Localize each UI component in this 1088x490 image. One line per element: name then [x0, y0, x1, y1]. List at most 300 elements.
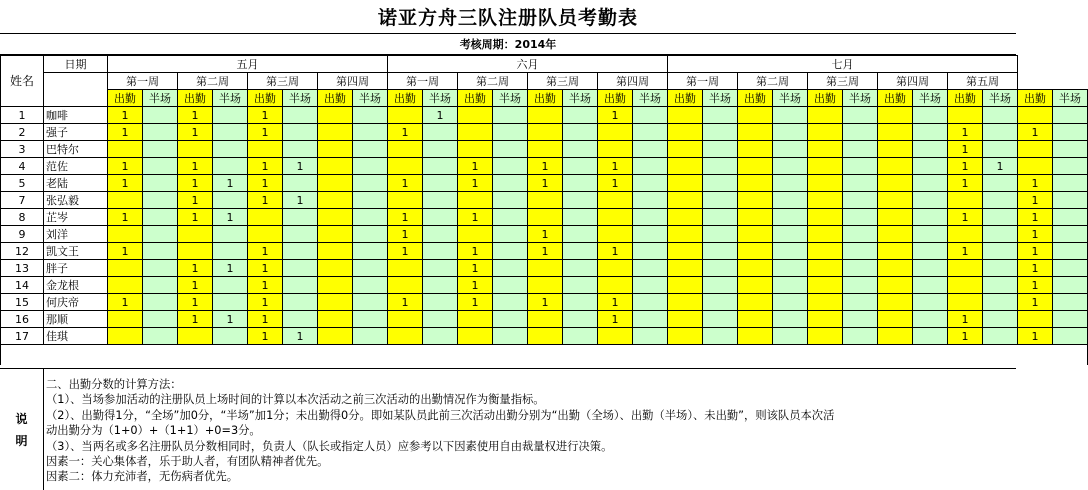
half-cell	[773, 260, 808, 277]
half-cell	[983, 192, 1018, 209]
half-cell	[353, 260, 388, 277]
member-number: 3	[1, 141, 44, 158]
half-cell	[563, 243, 598, 260]
half-cell	[773, 158, 808, 175]
present-cell	[1018, 158, 1053, 175]
half-cell	[633, 328, 668, 345]
present-cell: 1	[388, 226, 423, 243]
present-cell	[318, 158, 353, 175]
half-header: 半场	[703, 90, 738, 107]
note-line: （2）、出勤得1分，“全场”加0分，“半场”加1分；未出勤得0分。即如某队员此前三次活动出勤分别为“出勤（全场）、出勤（半场）、未出勤”，则该队员本次活	[46, 408, 835, 422]
half-cell	[633, 277, 668, 294]
member-row	[1, 277, 1088, 294]
member-name: 胖子	[44, 260, 108, 277]
half-cell	[353, 107, 388, 124]
half-cell	[143, 209, 178, 226]
month-header: 七月	[668, 56, 1018, 73]
half-cell	[213, 107, 248, 124]
half-cell	[493, 175, 528, 192]
present-cell	[528, 107, 563, 124]
half-cell	[913, 124, 948, 141]
member-number: 17	[1, 328, 44, 345]
present-cell	[108, 141, 143, 158]
present-cell	[878, 124, 913, 141]
half-cell	[913, 294, 948, 311]
present-cell	[108, 311, 143, 328]
present-header: 出勤	[598, 90, 633, 107]
half-cell: 1	[283, 192, 318, 209]
present-cell: 1	[1018, 294, 1053, 311]
half-cell	[843, 107, 878, 124]
date-header: 日期	[44, 56, 108, 73]
half-cell	[423, 294, 458, 311]
half-cell	[843, 226, 878, 243]
present-cell	[738, 277, 773, 294]
present-cell: 1	[388, 294, 423, 311]
present-cell: 1	[178, 294, 213, 311]
half-cell	[633, 311, 668, 328]
member-number: 8	[1, 209, 44, 226]
present-cell	[318, 226, 353, 243]
half-cell	[1053, 107, 1088, 124]
half-cell	[563, 277, 598, 294]
present-cell	[878, 158, 913, 175]
half-cell	[493, 243, 528, 260]
member-row	[1, 294, 1088, 311]
present-header: 出勤	[528, 90, 563, 107]
present-cell: 1	[528, 243, 563, 260]
half-cell	[913, 328, 948, 345]
half-cell	[1053, 243, 1088, 260]
half-cell	[1053, 260, 1088, 277]
half-cell	[143, 260, 178, 277]
present-cell: 1	[248, 175, 283, 192]
present-cell	[108, 226, 143, 243]
member-row	[1, 158, 1088, 175]
present-cell: 1	[178, 277, 213, 294]
half-cell	[423, 226, 458, 243]
present-cell: 1	[178, 209, 213, 226]
present-cell: 1	[948, 124, 983, 141]
present-cell: 1	[948, 158, 983, 175]
present-cell: 1	[248, 328, 283, 345]
present-cell	[808, 311, 843, 328]
half-header: 半场	[493, 90, 528, 107]
half-cell	[913, 141, 948, 158]
present-cell	[178, 243, 213, 260]
present-cell	[598, 209, 633, 226]
present-cell	[808, 294, 843, 311]
present-cell	[948, 192, 983, 209]
half-cell	[703, 226, 738, 243]
present-cell: 1	[598, 175, 633, 192]
half-cell	[633, 158, 668, 175]
present-cell	[808, 124, 843, 141]
half-cell	[353, 175, 388, 192]
half-header: 半场	[213, 90, 248, 107]
half-cell	[913, 277, 948, 294]
present-cell	[808, 277, 843, 294]
present-cell: 1	[598, 243, 633, 260]
present-cell: 1	[388, 243, 423, 260]
present-cell	[528, 124, 563, 141]
half-header: 半场	[563, 90, 598, 107]
member-number: 16	[1, 311, 44, 328]
present-cell: 1	[1018, 328, 1053, 345]
half-cell	[143, 141, 178, 158]
member-row	[1, 226, 1088, 243]
half-cell	[1053, 192, 1088, 209]
member-row	[1, 260, 1088, 277]
present-cell	[1018, 107, 1053, 124]
present-cell	[878, 192, 913, 209]
present-cell	[458, 192, 493, 209]
member-number: 5	[1, 175, 44, 192]
present-cell	[668, 294, 703, 311]
half-cell	[423, 311, 458, 328]
half-cell	[843, 141, 878, 158]
present-cell	[738, 107, 773, 124]
half-cell	[913, 311, 948, 328]
present-cell	[528, 141, 563, 158]
present-cell: 1	[178, 192, 213, 209]
present-cell	[948, 277, 983, 294]
present-cell	[318, 311, 353, 328]
half-cell	[983, 209, 1018, 226]
present-cell: 1	[598, 107, 633, 124]
note-line: 因素一：关心集体者，乐于助人者，有团队精神者优先。	[46, 455, 329, 469]
present-header: 出勤	[808, 90, 843, 107]
half-cell	[773, 107, 808, 124]
half-cell	[983, 124, 1018, 141]
half-cell	[843, 277, 878, 294]
present-cell	[668, 209, 703, 226]
half-cell	[983, 141, 1018, 158]
present-cell: 1	[108, 209, 143, 226]
period-bar	[0, 34, 1016, 55]
week-header: 第三周	[248, 73, 318, 90]
present-cell: 1	[948, 328, 983, 345]
half-cell	[423, 175, 458, 192]
present-cell	[948, 226, 983, 243]
half-cell	[1053, 311, 1088, 328]
half-cell	[983, 294, 1018, 311]
member-row	[1, 107, 1088, 124]
present-cell	[388, 328, 423, 345]
present-header: 出勤	[248, 90, 283, 107]
present-cell	[808, 209, 843, 226]
half-cell	[703, 192, 738, 209]
present-cell	[738, 243, 773, 260]
present-cell: 1	[948, 209, 983, 226]
week-header: 第二周	[178, 73, 248, 90]
present-cell	[458, 311, 493, 328]
half-cell	[1053, 328, 1088, 345]
present-cell	[318, 328, 353, 345]
present-cell	[878, 260, 913, 277]
half-cell	[773, 277, 808, 294]
present-cell	[878, 328, 913, 345]
header-row-months	[1, 56, 1088, 73]
member-number: 7	[1, 192, 44, 209]
member-name: 金龙根	[44, 277, 108, 294]
half-header: 半场	[423, 90, 458, 107]
present-cell	[388, 260, 423, 277]
half-cell	[423, 192, 458, 209]
half-cell	[423, 328, 458, 345]
half-cell	[563, 260, 598, 277]
member-number: 14	[1, 277, 44, 294]
half-cell	[143, 277, 178, 294]
member-row	[1, 209, 1088, 226]
half-cell	[913, 226, 948, 243]
half-cell: 1	[213, 175, 248, 192]
notes-label	[0, 369, 44, 490]
present-cell: 1	[108, 124, 143, 141]
half-cell	[1053, 124, 1088, 141]
half-cell	[983, 226, 1018, 243]
half-cell	[703, 328, 738, 345]
member-number: 4	[1, 158, 44, 175]
present-cell	[458, 124, 493, 141]
half-cell	[493, 124, 528, 141]
half-cell	[1053, 175, 1088, 192]
half-cell	[353, 141, 388, 158]
present-cell	[178, 328, 213, 345]
present-cell: 1	[528, 294, 563, 311]
present-header: 出勤	[738, 90, 773, 107]
week-header: 第四周	[318, 73, 388, 90]
present-cell: 1	[458, 277, 493, 294]
present-cell: 1	[248, 107, 283, 124]
present-cell	[808, 158, 843, 175]
half-cell	[773, 192, 808, 209]
half-cell	[213, 158, 248, 175]
present-cell	[528, 311, 563, 328]
present-cell: 1	[458, 260, 493, 277]
week-header: 第二周	[738, 73, 808, 90]
half-cell	[283, 294, 318, 311]
present-cell	[738, 141, 773, 158]
present-cell	[388, 311, 423, 328]
present-cell: 1	[248, 192, 283, 209]
half-cell	[1053, 294, 1088, 311]
half-cell	[563, 311, 598, 328]
present-cell	[948, 294, 983, 311]
present-cell	[528, 328, 563, 345]
half-cell	[913, 107, 948, 124]
month-header: 六月	[388, 56, 668, 73]
present-cell: 1	[248, 124, 283, 141]
half-cell	[983, 328, 1018, 345]
member-row	[1, 328, 1088, 345]
present-cell	[1018, 311, 1053, 328]
week-header: 第一周	[108, 73, 178, 90]
half-cell	[703, 141, 738, 158]
half-cell	[213, 243, 248, 260]
present-cell	[458, 107, 493, 124]
present-cell	[738, 124, 773, 141]
present-cell: 1	[248, 311, 283, 328]
present-cell	[1018, 141, 1053, 158]
present-cell	[108, 192, 143, 209]
half-cell	[633, 107, 668, 124]
present-cell	[668, 141, 703, 158]
present-cell	[318, 243, 353, 260]
half-cell	[143, 243, 178, 260]
present-cell	[808, 328, 843, 345]
header-row-types	[1, 90, 1088, 107]
present-cell: 1	[248, 243, 283, 260]
member-number: 13	[1, 260, 44, 277]
half-cell	[353, 294, 388, 311]
present-cell	[598, 328, 633, 345]
half-cell	[633, 192, 668, 209]
present-cell	[388, 158, 423, 175]
present-cell	[668, 175, 703, 192]
half-cell	[423, 260, 458, 277]
present-cell	[668, 243, 703, 260]
half-cell	[283, 226, 318, 243]
present-header: 出勤	[948, 90, 983, 107]
sheet-title: 诺亚方舟三队注册队员考勤表	[377, 7, 638, 29]
half-cell	[563, 124, 598, 141]
present-cell	[318, 107, 353, 124]
member-number: 15	[1, 294, 44, 311]
half-cell	[983, 107, 1018, 124]
present-cell	[738, 209, 773, 226]
member-number: 2	[1, 124, 44, 141]
present-cell: 1	[528, 175, 563, 192]
present-cell	[878, 209, 913, 226]
present-cell	[808, 141, 843, 158]
member-name: 芷岑	[44, 209, 108, 226]
half-cell	[1053, 141, 1088, 158]
half-cell	[773, 294, 808, 311]
member-row	[1, 124, 1088, 141]
half-cell	[633, 175, 668, 192]
half-header: 半场	[353, 90, 388, 107]
half-cell	[213, 192, 248, 209]
week-header: 第四周	[598, 73, 668, 90]
half-cell	[353, 158, 388, 175]
week-header: 第四周	[878, 73, 948, 90]
present-cell	[108, 277, 143, 294]
half-cell	[423, 124, 458, 141]
member-number: 12	[1, 243, 44, 260]
half-cell	[563, 175, 598, 192]
half-cell	[143, 226, 178, 243]
half-cell	[1053, 209, 1088, 226]
half-cell	[283, 209, 318, 226]
week-header: 第五周	[948, 73, 1018, 90]
member-name: 凯文王	[44, 243, 108, 260]
half-cell	[283, 107, 318, 124]
half-cell	[633, 141, 668, 158]
half-cell	[913, 175, 948, 192]
half-cell	[633, 226, 668, 243]
present-cell: 1	[458, 294, 493, 311]
present-cell: 1	[948, 311, 983, 328]
notes-label-bottom: 明	[15, 433, 28, 448]
half-cell	[143, 311, 178, 328]
half-cell	[633, 260, 668, 277]
member-name: 强子	[44, 124, 108, 141]
present-cell	[948, 107, 983, 124]
half-cell	[843, 124, 878, 141]
present-cell: 1	[248, 277, 283, 294]
half-cell	[703, 311, 738, 328]
present-cell	[878, 226, 913, 243]
present-cell	[458, 328, 493, 345]
half-cell	[563, 328, 598, 345]
half-cell	[493, 260, 528, 277]
half-cell	[1053, 158, 1088, 175]
member-number: 1	[1, 107, 44, 124]
present-cell	[388, 277, 423, 294]
half-cell	[283, 124, 318, 141]
half-cell: 1	[213, 209, 248, 226]
half-cell	[143, 107, 178, 124]
attendance-table	[0, 55, 1088, 365]
present-cell	[318, 277, 353, 294]
half-cell	[143, 328, 178, 345]
present-cell: 1	[1018, 243, 1053, 260]
half-header: 半场	[913, 90, 948, 107]
week-header: 第一周	[668, 73, 738, 90]
half-cell	[983, 277, 1018, 294]
present-cell: 1	[1018, 260, 1053, 277]
present-header: 出勤	[878, 90, 913, 107]
member-name: 巴特尔	[44, 141, 108, 158]
half-cell	[353, 226, 388, 243]
member-name: 范佐	[44, 158, 108, 175]
half-cell	[983, 243, 1018, 260]
present-cell	[318, 294, 353, 311]
present-cell	[248, 226, 283, 243]
half-cell	[353, 277, 388, 294]
note-line: 二、出勤分数的计算方法：	[46, 378, 182, 391]
notes-section	[0, 368, 1016, 490]
present-cell	[528, 277, 563, 294]
half-cell	[913, 192, 948, 209]
half-cell	[633, 124, 668, 141]
half-cell	[773, 243, 808, 260]
present-cell: 1	[1018, 226, 1053, 243]
month-header: 五月	[108, 56, 388, 73]
present-cell: 1	[248, 294, 283, 311]
half-cell	[1053, 226, 1088, 243]
half-cell	[983, 311, 1018, 328]
present-cell: 1	[948, 175, 983, 192]
present-cell	[318, 124, 353, 141]
present-cell: 1	[528, 226, 563, 243]
half-cell	[843, 209, 878, 226]
half-cell	[423, 243, 458, 260]
present-cell	[738, 294, 773, 311]
name-header: 姓名	[1, 56, 44, 107]
half-cell	[423, 158, 458, 175]
present-cell: 1	[1018, 192, 1053, 209]
week-header: 第二周	[458, 73, 528, 90]
present-cell	[598, 277, 633, 294]
present-cell: 1	[458, 209, 493, 226]
half-cell	[913, 209, 948, 226]
present-cell	[808, 226, 843, 243]
assessment-period: 考核周期：2014年	[459, 38, 557, 51]
present-cell: 1	[178, 124, 213, 141]
present-cell: 1	[388, 124, 423, 141]
